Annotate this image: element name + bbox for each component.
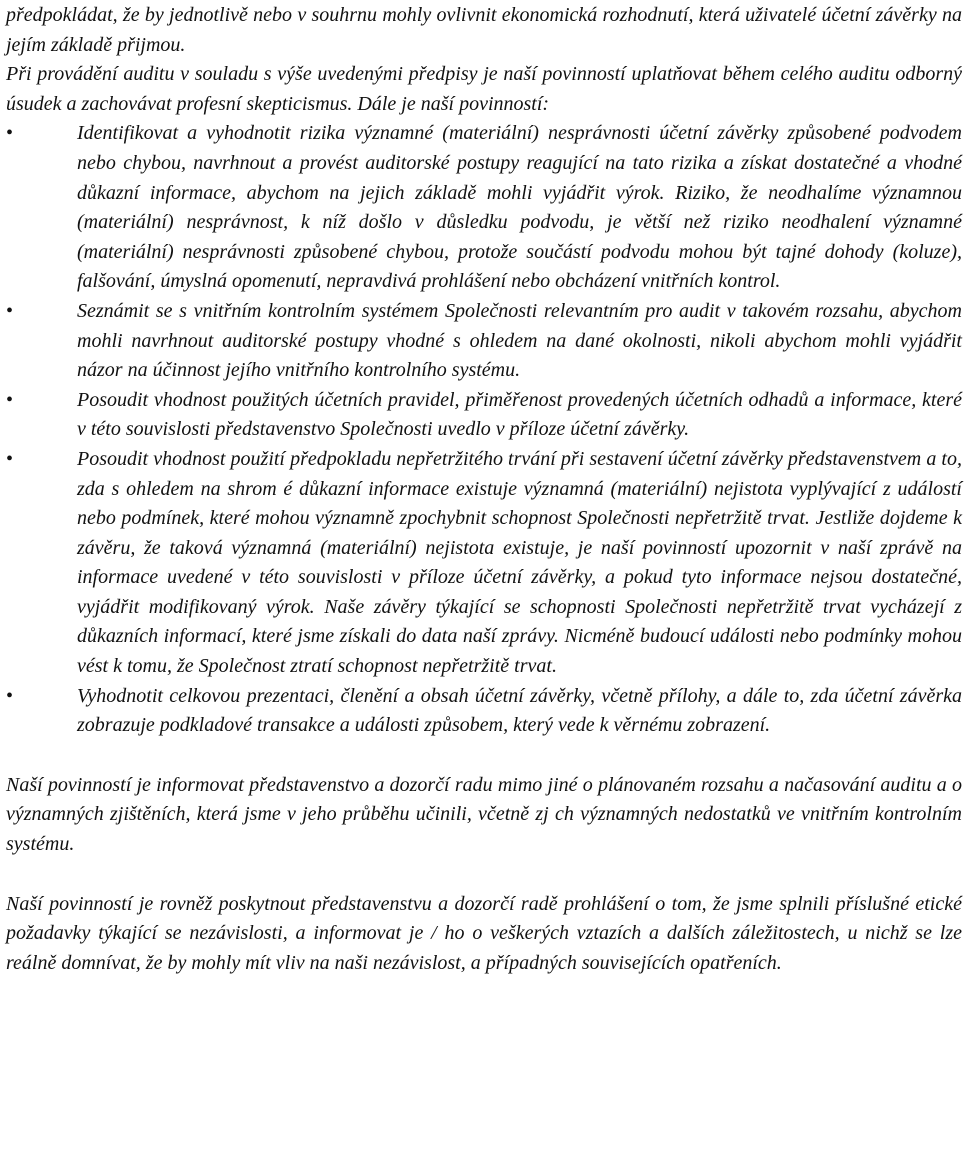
bullet-icon: • xyxy=(6,299,14,322)
list-item xyxy=(6,119,962,297)
paragraph-gap xyxy=(6,741,962,771)
list-item-text: Identifikovat a vyhodnotit rizika významné (materiální) nesprávnosti účetní závěrky způsobené podvodem nebo chybou, navrhnout a provést auditorské postupy reagující na tato rizika a získat dostatečné a vhodné důkazní informace, abychom na jejich základě mohli vyjádřit výrok. Riziko, že neodhalíme významnou (materiální) nesprávnost, k níž došlo v důsledku podvodu, je větší než riziko neodhalení významné (materiální) nesprávnosti způsobené chybou, protože součástí podvodu mohou být tajné dohody (koluze), falšování, úmyslná opomenutí, nepravdivá prohlášení nebo obcházení vnitřních kontrol. xyxy=(77,122,962,293)
bullet-icon: • xyxy=(6,684,14,707)
list-item-text: Vyhodnotit celkovou prezentaci, členění a obsah účetní závěrky, včetně přílohy, a dále to, zda účetní závěrka zobrazuje podkladové transakce a události způsobem, který vede k věrnému zobrazení. xyxy=(77,684,962,737)
list-item xyxy=(6,682,962,741)
independence-paragraph: Naší povinností je rovněž poskytnout představenstvu a dozorčí radě prohlášení o tom, že jsme splnili příslušné etické požadavky týkající se nezávislosti, a informovat je / ho o veškerých vztazích a dalších záležitostech, u nichž se lze reálně domnívat, že by mohly mít vliv na naši nezávislost, a případných souvisejících opatřeních. xyxy=(6,892,962,974)
paragraph-gap xyxy=(6,860,962,890)
communication-paragraph: Naší povinností je informovat představenstvo a dozorčí radu mimo jiné o plánovaném rozsahu a načasování auditu a o významných zjištěních, která jsme v jeho průběhu učinili, včetně zj ch významných nedostatků ve vnitřním kontrolním systému. xyxy=(6,773,962,856)
bullet-icon: • xyxy=(6,447,14,470)
intro-paragraph: Při provádění auditu v souladu s výše uvedenými předpisy je naší povinností uplatňovat během celého auditu odborný úsudek a zachovávat profesní skepticismus. Dále je naší povinností: xyxy=(6,63,962,115)
list-item-text: Posoudit vhodnost použitých účetních pravidel, přiměřenost provedených účetních odhadů a informace, které v této souvislosti představenstvo Společnosti uvedlo v příloze účetní závěrky. xyxy=(77,388,962,441)
list-item-text: Seznámit se s vnitřním kontrolním systémem Společnosti relevantním pro audit v takovém rozsahu, abychom mohli navrhnout auditorské postupy vhodné s ohledem na dané okolnosti, nikoli abychom mohli vyjádřit názor na účinnost jejího vnitřního kontrolního systému. xyxy=(77,299,962,382)
duties-list xyxy=(6,119,962,740)
bullet-icon: • xyxy=(6,388,14,411)
list-item-text: Posoudit vhodnost použití předpokladu nepřetržitého trvání při sestavení účetní závěrky představenstvem a to, zda s ohledem na shrom é důkazní informace existuje významná (materiální) nejistota vyplývající z událostí nebo podmínek, které mohou významně zpochybnit schopnost Společnosti nepřetržitě trvat. Jestliže dojdeme k závěru, že taková významná (materiální) nejistota existuje, je naší povinností upozornit v naší zprávě na informace uvedené v této souvislosti v příloze účetní závěrky, a pokud tyto informace nejsou dostatečné, vyjádřit modifikovaný výrok. Naše závěry týkající se schopnosti Společnosti nepřetržitě trvat vycházejí z důkazních informací, které jsme získali do data naší zprávy. Nicméně budoucí události nebo podmínky mohou vést k tomu, že Společnost ztratí schopnost nepřetržitě trvat. xyxy=(77,447,962,678)
intro-continuation-paragraph: předpokládat, že by jednotlivě nebo v souhrnu mohly ovlivnit ekonomická rozhodnutí, která uživatelé účetní závěrky na jejím základě přijmou. xyxy=(6,4,962,56)
list-item xyxy=(6,386,962,445)
bullet-icon: • xyxy=(6,122,14,145)
list-item xyxy=(6,445,962,682)
list-item xyxy=(6,297,962,386)
